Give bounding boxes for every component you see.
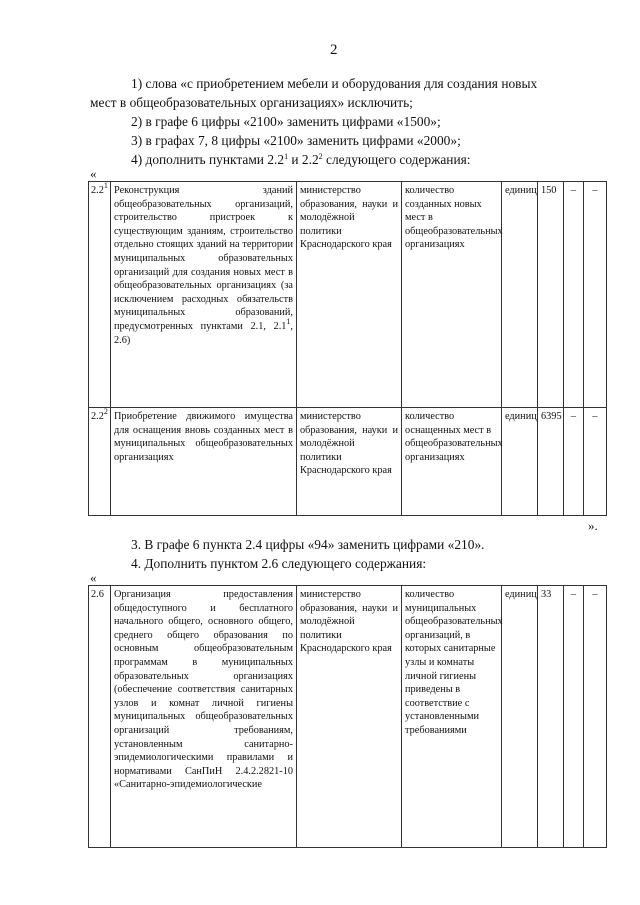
unit: единиц <box>502 408 538 516</box>
page-number: 2 <box>330 42 338 58</box>
intro-item-1: 1) слова «с приобретением мебели и оборудования для создания новых <box>131 76 538 91</box>
measure-name: Приобретение движимого имущества для оснащения вновь созданных мест в муниципальных общеобразовательных организациях <box>111 408 297 516</box>
col7-value: – <box>564 408 584 516</box>
executor: министерство образования, науки и молодёжной политики Краснодарского края <box>297 182 402 408</box>
row-number: $2.2^2$ <box>89 408 111 516</box>
intro-item-3: 3) в графах 7, 8 цифры «2100» заменить цифрами «2000»; <box>131 133 461 148</box>
indicator: количество созданных новых мест в общеобразовательных организациях <box>402 182 502 408</box>
measure-name: Реконструкция зданий общеобразовательных организаций, строительство пристроек к существующим зданиям, строительство отдельно стоящих зданий на территории муниципальных образовательных организаций для создания новых мест в общеобразовательных организациях (за исключением расходных обязательств муниципальных образований, предусмотренных пунктами 2.1, $2.1^1$, 2.6) <box>111 182 297 408</box>
col7-value: – <box>564 586 584 848</box>
table-row <box>89 408 607 516</box>
table-row <box>89 586 607 848</box>
unit: единиц <box>502 586 538 848</box>
close-quote: ». <box>588 518 598 533</box>
middle-item-3: 3. В графе 6 пункта 2.4 цифры «94» заменить цифрами «210». <box>131 537 485 552</box>
amendment-table-1 <box>88 181 607 516</box>
measure-name: Организация предоставления общедоступного и бесплатного начального общего, основного общего, среднего общего образования по основным общеобразовательным программам в муниципальных образовательных организациях (обеспечение соответствия санитарных узлов и комнат личной гигиены муниципальных общеобразовательных организаций требованиям, установленным санитарно-эпидемиологическими правилами и нормативами СанПиН 2.4.2.2821-10 «Санитарно-эпидемиологические <box>111 586 297 848</box>
executor: министерство образования, науки и молодёжной политики Краснодарского края <box>297 408 402 516</box>
table-row <box>89 182 607 408</box>
intro-item-2: 2) в графе 6 цифры «2100» заменить цифрами «1500»; <box>131 114 441 129</box>
col8-value: – <box>584 182 607 408</box>
row-number: 2.6 <box>89 586 111 848</box>
middle-item-4: 4. Дополнить пунктом 2.6 следующего содержания: <box>131 556 427 571</box>
amendment-table-2 <box>88 585 607 848</box>
executor: министерство образования, науки и молодёжной политики Краснодарского края <box>297 586 402 848</box>
intro-item-4: 4) дополнить пунктами $2.2^1$ и $2.2^2$ следующего содержания: <box>131 152 471 167</box>
indicator: количество оснащенных мест в общеобразовательных организациях <box>402 408 502 516</box>
col8-value: – <box>584 586 607 848</box>
intro-item-1-cont: мест в общеобразовательных организациях» исключить; <box>90 95 413 110</box>
col7-value: – <box>564 182 584 408</box>
value: 6395 <box>538 408 564 516</box>
value: 33 <box>538 586 564 848</box>
unit: единиц <box>502 182 538 408</box>
value: 150 <box>538 182 564 408</box>
indicator: количество муниципальных общеобразовательных организаций, в которых санитарные узлы и комнаты личной гигиены приведены в соответствие с установленными требованиями <box>402 586 502 848</box>
col8-value: – <box>584 408 607 516</box>
open-quote-1: « <box>90 166 97 181</box>
open-quote-2: « <box>90 570 97 585</box>
row-number: $2.2^1$ <box>89 182 111 408</box>
